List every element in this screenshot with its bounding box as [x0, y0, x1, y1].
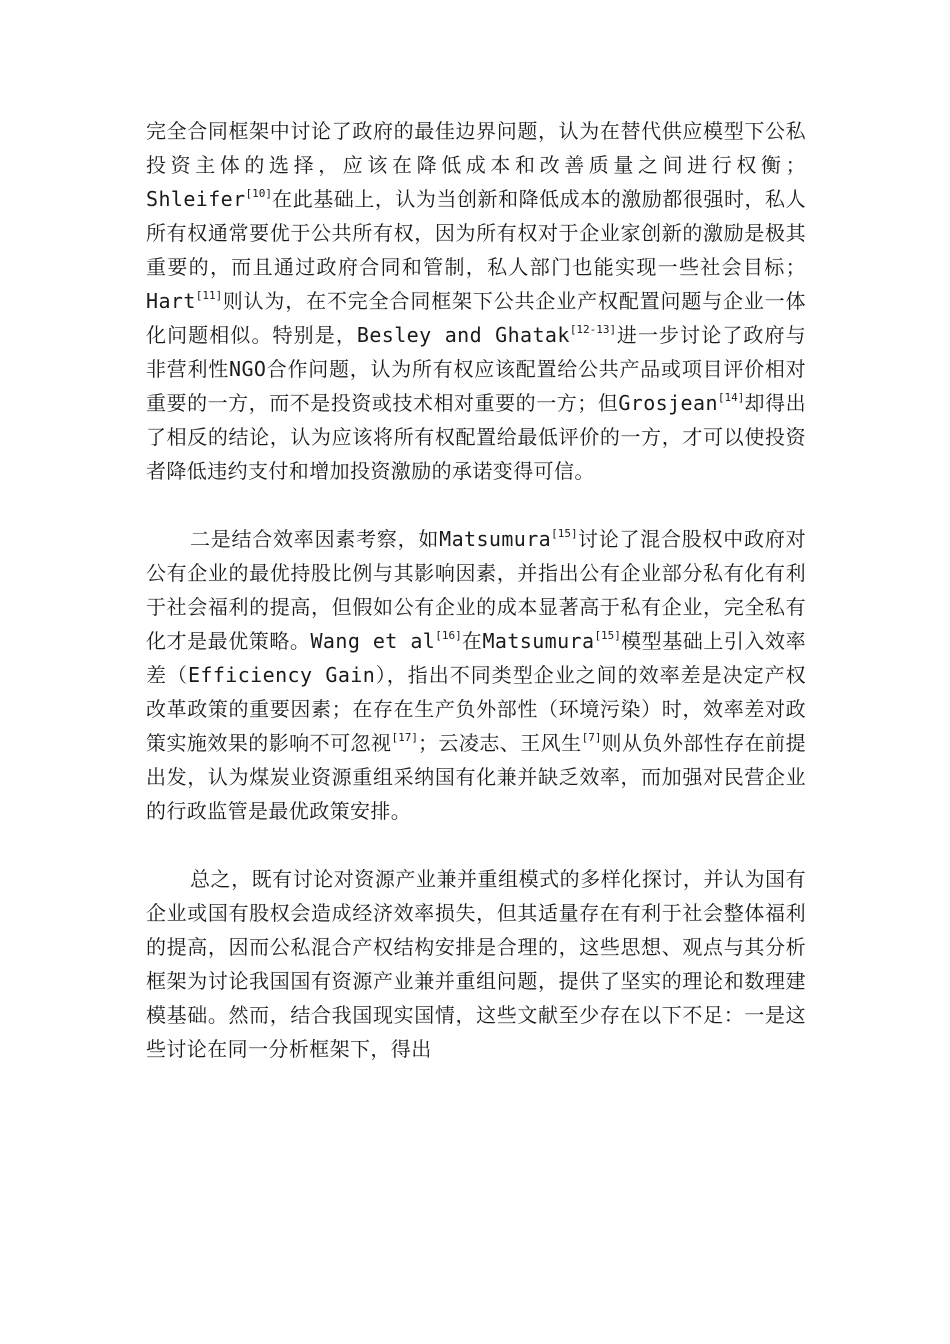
paragraph-2 — [146, 522, 806, 828]
text-run: 讨论了混合股权中政府对公有企业的最优持股比例与其影响因素，并指出公有企业部分私有化有利于社会福利的提高，但假如公有企业的成本显著高于私有企业，完全私有化才是最优策略。Wang et al — [146, 527, 806, 653]
citation-ref: [12-13] — [569, 323, 617, 336]
text-run: 却得出了相反的结论，认为应该将所有权配置给最低评价的一方，才可以使投资者降低违约支付和增加投资激励的承诺变得可信。 — [146, 391, 807, 483]
citation-ref: [7] — [581, 731, 602, 744]
text-run: 则从负外部性存在前提出发，认为煤炭业资源重组采纳国有化兼并缺乏效率，而加强对民营企业的行政监管是最优政策安排。 — [146, 731, 807, 823]
text-run: 完全合同框架中讨论了政府的最佳边界问题，认为在替代供应模型下公私投资主体的选择，应该在降低成本和改善质量之间进行权衡；Shleifer — [146, 119, 806, 211]
citation-ref: [10] — [245, 187, 273, 200]
citation-ref: [16] — [435, 629, 462, 642]
text-run: 二是结合效率因素考察，如Matsumura — [190, 527, 552, 551]
text-run: ；云凌志、王风生 — [417, 731, 582, 755]
text-run: 则认为，在不完全合同框架下公共企业产权配置问题与企业一体化问题相似。特别是，Besley and Ghatak — [146, 289, 806, 347]
document-body — [146, 114, 806, 1066]
text-run: 模型基础上引入效率差（Efficiency Gain），指出不同类型企业之间的效率差是决定产权改革政策的重要因素；在存在生产负外部性（环境污染）时，效率差对政策实施效果的影响不可忽视 — [146, 629, 806, 755]
text-run: 总之，既有讨论对资源产业兼并重组模式的多样化探讨，并认为国有企业或国有股权会造成经济效率损失，但其适量存在有利于社会整体福利的提高，因而公私混合产权结构安排是合理的，这些思想、观点与其分析框架为讨论我国国有资源产业兼并重组问题，提供了坚实的理论和数理建模基础。然而，结合我国现实国情，这些文献至少存在以下不足：一是这些讨论在同一分析框架下，得出 — [146, 867, 806, 1061]
paragraph-1 — [146, 114, 806, 488]
citation-ref: [15] — [594, 629, 621, 642]
citation-ref: [14] — [717, 391, 745, 404]
citation-ref: [15] — [551, 527, 578, 540]
paragraph-3 — [146, 862, 806, 1066]
citation-ref: [17] — [391, 731, 418, 744]
citation-ref: [11] — [195, 289, 223, 302]
text-run: 在此基础上，认为当创新和降低成本的激励都很强时，私人所有权通常要优于公共所有权，因为所有权对于企业家创新的激励是极其重要的，而且通过政府合同和管制，私人部门也能实现一些社会目标；Hart — [146, 187, 806, 313]
text-run: 在Matsumura — [461, 629, 595, 653]
text-run: 进一步讨论了政府与非营利性NGO合作问题，认为所有权应该配置给公共产品或项目评价相对重要的一方，而不是投资或技术相对重要的一方；但Grosjean — [146, 323, 806, 415]
